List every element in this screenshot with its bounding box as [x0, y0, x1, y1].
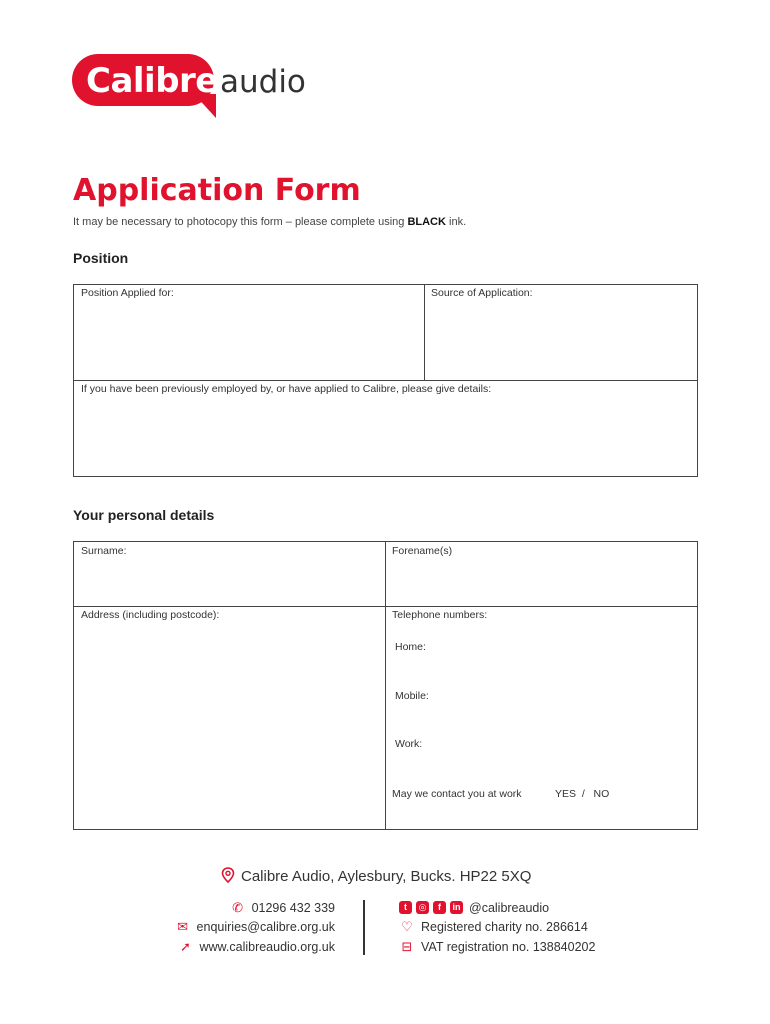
- logo-brand-sub: audio: [220, 64, 306, 100]
- position-heading: Position: [73, 250, 129, 266]
- contact-at-work-question: May we contact you at work: [392, 788, 522, 800]
- instagram-icon[interactable]: ◎: [416, 901, 429, 914]
- footer-charity: Registered charity no. 286614: [421, 920, 588, 935]
- position-applied-label: Position Applied for:: [81, 287, 174, 299]
- contact-at-work-options[interactable]: YES / NO: [555, 788, 610, 800]
- intro-prefix: It may be necessary to photocopy this form – please complete using: [73, 216, 408, 228]
- footer-contact-column: [155, 898, 335, 957]
- footer-address-text: Calibre Audio, Aylesbury, Bucks. HP22 5XQ: [241, 868, 532, 885]
- intro-text: [73, 216, 466, 228]
- footer-divider: [363, 900, 365, 955]
- phone-icon: ✆: [232, 899, 244, 915]
- surname-label: Surname:: [81, 545, 127, 557]
- footer-email[interactable]: enquiries@calibre.org.uk: [196, 920, 335, 935]
- intro-suffix: ink.: [445, 216, 467, 228]
- telephone-label: Telephone numbers:: [392, 609, 488, 621]
- twitter-icon[interactable]: t: [399, 901, 412, 914]
- footer-social-handle[interactable]: @calibreaudio: [469, 900, 550, 915]
- location-pin-icon: [221, 867, 235, 883]
- page-title: Application Form: [73, 173, 361, 208]
- address-label: Address (including postcode):: [81, 609, 220, 621]
- footer-address: [221, 867, 531, 885]
- work-phone-label: Work:: [395, 738, 423, 750]
- intro-emphasis: BLACK: [407, 216, 446, 228]
- footer-phone[interactable]: 01296 432 339: [251, 900, 335, 915]
- mail-icon: ✉: [177, 919, 188, 935]
- logo-brand-main: Calibre: [86, 61, 218, 101]
- footer-website[interactable]: www.calibreaudio.org.uk: [199, 939, 335, 954]
- home-phone-label: Home:: [395, 641, 426, 653]
- mobile-phone-label: Mobile:: [395, 690, 429, 702]
- address-field[interactable]: [73, 606, 386, 830]
- heart-icon: ♡: [401, 919, 413, 935]
- footer-vat: VAT registration no. 138840202: [421, 939, 596, 954]
- calibre-audio-logo: [72, 54, 332, 118]
- cursor-icon: ➚: [180, 938, 191, 954]
- personal-details-heading: Your personal details: [73, 507, 215, 523]
- previous-employment-label: If you have been previously employed by, or have applied to Calibre, please give details:: [81, 383, 492, 395]
- facebook-icon[interactable]: f: [433, 901, 446, 914]
- briefcase-icon: ⊟: [401, 938, 413, 954]
- linkedin-icon[interactable]: in: [450, 901, 463, 914]
- forename-label: Forename(s): [392, 545, 453, 557]
- source-of-application-label: Source of Application:: [431, 287, 533, 299]
- footer-info-column: [399, 898, 639, 957]
- social-icons: [399, 901, 463, 914]
